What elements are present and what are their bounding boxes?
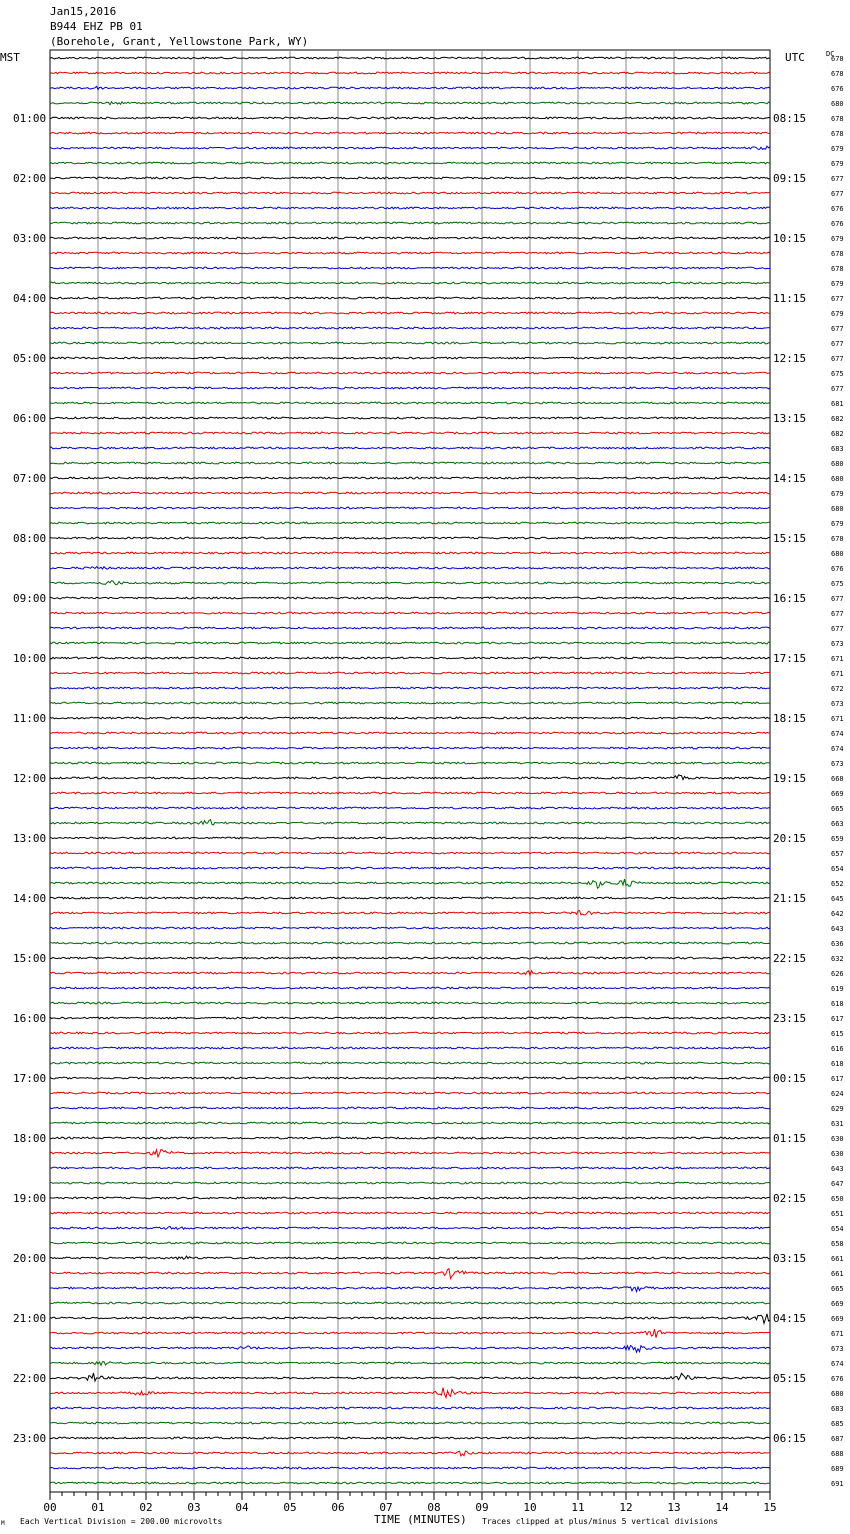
dc-offset-label: 678 <box>831 535 844 543</box>
x-tick-label: 11 <box>571 1501 585 1514</box>
dc-offset-label: 678 <box>831 70 844 78</box>
trace-line <box>50 327 770 329</box>
mst-hour-label: 09:00 <box>13 592 47 605</box>
dc-offset-label: 615 <box>831 1030 844 1038</box>
corner-mark: M <box>1 1520 5 1527</box>
trace-line <box>50 911 770 915</box>
trace-line <box>50 1482 770 1484</box>
dc-offset-label: 679 <box>831 160 844 168</box>
x-axis-title: TIME (MINUTES) <box>374 1513 467 1526</box>
trace-line <box>50 432 770 434</box>
mst-hour-label: 11:00 <box>13 712 47 725</box>
dc-offset-label: 643 <box>831 925 844 933</box>
dc-offset-label: 669 <box>831 1315 844 1323</box>
trace-line <box>50 792 770 794</box>
dc-offset-label: 618 <box>831 1060 844 1068</box>
utc-hour-label: 04:15 <box>773 1312 807 1325</box>
dc-offset-label: 673 <box>831 640 844 648</box>
trace-line <box>50 807 770 809</box>
mst-hour-label: 18:00 <box>13 1132 47 1145</box>
trace-line <box>50 132 770 134</box>
dc-offset-label: 616 <box>831 1045 844 1053</box>
dc-offset-label: 674 <box>831 730 844 738</box>
dc-offset-label: 680 <box>831 550 844 558</box>
x-tick-label: 14 <box>715 1501 729 1514</box>
dc-offset-label: 624 <box>831 1090 844 1098</box>
utc-hour-label: 08:15 <box>773 112 807 125</box>
trace-line <box>50 372 770 374</box>
mst-hour-label: 02:00 <box>13 172 47 185</box>
dc-offset-label: 672 <box>831 685 844 693</box>
dc-offset-label: 673 <box>831 1345 844 1353</box>
trace-line <box>50 342 770 344</box>
utc-hour-label: 12:15 <box>773 352 807 365</box>
mst-hour-label: 01:00 <box>13 112 47 125</box>
dc-offset-label: 669 <box>831 1300 844 1308</box>
trace-line <box>50 402 770 404</box>
dc-offset-label: 617 <box>831 1015 844 1023</box>
dc-offset-label: 677 <box>831 340 844 348</box>
dc-offset-label: 677 <box>831 355 844 363</box>
trace-line <box>50 177 770 179</box>
dc-offset-label: 676 <box>831 220 844 228</box>
dc-offset-label: 658 <box>831 1240 844 1248</box>
x-tick-label: 13 <box>667 1501 681 1514</box>
dc-offset-label: 669 <box>831 790 844 798</box>
dc-offset-label: 617 <box>831 1075 844 1083</box>
dc-offset-label: 619 <box>831 985 844 993</box>
utc-hour-label: 19:15 <box>773 772 807 785</box>
trace-line <box>50 1242 770 1244</box>
utc-hour-label: 17:15 <box>773 652 807 665</box>
dc-offset-label: 679 <box>831 310 844 318</box>
trace-line <box>50 387 770 389</box>
trace-line <box>50 732 770 734</box>
trace-line <box>50 867 770 869</box>
dc-offset-label: 677 <box>831 190 844 198</box>
trace-line <box>50 775 770 780</box>
dc-offset-label: 630 <box>831 1150 844 1158</box>
mst-hour-label: 21:00 <box>13 1312 47 1325</box>
trace-line <box>50 567 770 570</box>
mst-hour-label: 03:00 <box>13 232 47 245</box>
dc-offset-label: 679 <box>831 280 844 288</box>
trace-line <box>50 627 770 629</box>
dc-offset-label: 685 <box>831 1420 844 1428</box>
trace-line <box>50 642 770 644</box>
trace-line <box>50 1197 770 1199</box>
dc-offset-label: 663 <box>831 820 844 828</box>
trace-line <box>50 747 770 749</box>
dc-offset-label: 618 <box>831 1000 844 1008</box>
dc-offset-label: 679 <box>831 145 844 153</box>
mst-hour-label: 13:00 <box>13 832 47 845</box>
plot-frame <box>50 50 770 1492</box>
dc-offset-label: 680 <box>831 505 844 513</box>
dc-offset-label: 676 <box>831 565 844 573</box>
trace-line <box>50 312 770 314</box>
trace-line <box>50 507 770 509</box>
trace-line <box>50 1017 770 1019</box>
trace-line <box>50 1137 770 1139</box>
trace-line <box>50 492 770 494</box>
trace-line <box>50 1107 770 1109</box>
trace-line <box>50 1077 770 1079</box>
mst-hour-label: 07:00 <box>13 472 47 485</box>
dc-offset-label: 678 <box>831 130 844 138</box>
trace-line <box>50 192 770 194</box>
trace-line <box>50 297 770 299</box>
utc-hour-label: 18:15 <box>773 712 807 725</box>
trace-line <box>50 237 770 239</box>
dc-offset-label: 671 <box>831 670 844 678</box>
trace-line <box>50 57 770 59</box>
trace-line <box>50 1437 770 1439</box>
trace-line <box>50 1122 770 1124</box>
dc-offset-label: 671 <box>831 715 844 723</box>
trace-line <box>50 879 770 888</box>
mst-hour-label: 17:00 <box>13 1072 47 1085</box>
dc-offset-label: 647 <box>831 1180 844 1188</box>
trace-line <box>50 1407 770 1409</box>
trace-line <box>50 146 770 149</box>
dc-offset-label: 679 <box>831 235 844 243</box>
dc-offset-label: 682 <box>831 430 844 438</box>
dc-offset-label: 665 <box>831 1285 844 1293</box>
utc-hour-label: 01:15 <box>773 1132 807 1145</box>
trace-line <box>50 597 770 599</box>
utc-hour-label: 11:15 <box>773 292 807 305</box>
x-tick-label: 07 <box>379 1501 393 1514</box>
trace-line <box>50 1329 770 1338</box>
trace-line <box>50 462 770 464</box>
dc-offset-label: 626 <box>831 970 844 978</box>
trace-line <box>50 162 770 164</box>
trace-line <box>50 1092 770 1094</box>
trace-line <box>50 522 770 524</box>
mst-hour-label: 04:00 <box>13 292 47 305</box>
trace-line <box>50 1150 770 1158</box>
utc-hour-label: 20:15 <box>773 832 807 845</box>
dc-offset-label: 659 <box>831 835 844 843</box>
x-tick-label: 03 <box>187 1501 201 1514</box>
trace-line <box>50 1212 770 1214</box>
dc-offset-label: 677 <box>831 325 844 333</box>
mst-hour-label: 15:00 <box>13 952 47 965</box>
trace-line <box>50 852 770 854</box>
dc-offset-label: 645 <box>831 895 844 903</box>
trace-line <box>50 1467 770 1469</box>
trace-line <box>50 942 770 944</box>
x-tick-label: 12 <box>619 1501 633 1514</box>
dc-offset-label: 677 <box>831 610 844 618</box>
trace-line <box>50 1269 770 1279</box>
trace-line <box>50 1226 770 1229</box>
trace-line <box>50 86 770 89</box>
dc-offset-label: 630 <box>831 1135 844 1143</box>
scale-note: Each Vertical Division = 200.00 microvolts <box>20 1517 223 1526</box>
mst-hour-label: 05:00 <box>13 352 47 365</box>
mst-hour-label: 10:00 <box>13 652 47 665</box>
dc-offset-label: 677 <box>831 175 844 183</box>
utc-hour-label: 00:15 <box>773 1072 807 1085</box>
x-tick-label: 06 <box>331 1501 345 1514</box>
trace-line <box>50 687 770 689</box>
station-location: (Borehole, Grant, Yellowstone Park, WY) <box>50 35 309 48</box>
trace-line <box>50 897 770 899</box>
dc-offset-label: 687 <box>831 1435 844 1443</box>
dc-offset-label: 682 <box>831 415 844 423</box>
dc-offset-label: 680 <box>831 475 844 483</box>
utc-hour-label: 09:15 <box>773 172 807 185</box>
trace-line <box>50 657 770 659</box>
dc-offset-label: 661 <box>831 1255 844 1263</box>
dc-offset-label: 674 <box>831 745 844 753</box>
utc-hour-label: 03:15 <box>773 1252 807 1265</box>
dc-offset-label: 661 <box>831 1270 844 1278</box>
x-tick-label: 05 <box>283 1501 297 1514</box>
dc-offset-label: 683 <box>831 445 844 453</box>
mst-hour-label: 12:00 <box>13 772 47 785</box>
dc-offset-label: 677 <box>831 295 844 303</box>
mst-hour-label: 19:00 <box>13 1192 47 1205</box>
trace-line <box>50 537 770 539</box>
dc-offset-label: 679 <box>831 490 844 498</box>
trace-line <box>50 1167 770 1169</box>
dc-offset-label: 680 <box>831 460 844 468</box>
dc-offset-label: 632 <box>831 955 844 963</box>
dc-offset-label: 680 <box>831 100 844 108</box>
mst-hour-label: 23:00 <box>13 1432 47 1445</box>
dc-offset-label: 673 <box>831 760 844 768</box>
trace-line <box>50 971 770 976</box>
mst-axis-label: MST <box>0 51 20 64</box>
trace-line <box>50 820 770 825</box>
trace-line <box>50 1002 770 1004</box>
clip-note: Traces clipped at plus/minus 5 vertical divisions <box>482 1517 719 1526</box>
utc-hour-label: 22:15 <box>773 952 807 965</box>
dc-offset-label: 654 <box>831 1225 844 1233</box>
trace-line <box>50 477 770 479</box>
dc-offset-label: 657 <box>831 850 844 858</box>
dc-offset-label: 689 <box>831 1465 844 1473</box>
utc-hour-label: 21:15 <box>773 892 807 905</box>
trace-line <box>50 702 770 704</box>
mst-hour-label: 14:00 <box>13 892 47 905</box>
dc-offset-label: 652 <box>831 880 844 888</box>
trace-line <box>50 1388 770 1398</box>
x-tick-label: 15 <box>763 1501 777 1514</box>
dc-offset-label: 681 <box>831 400 844 408</box>
trace-line <box>50 672 770 674</box>
dc-offset-label: 677 <box>831 595 844 603</box>
trace-line <box>50 957 770 959</box>
dc-offset-label: 676 <box>831 85 844 93</box>
trace-line <box>50 1047 770 1049</box>
dc-offset-label: 691 <box>831 1480 844 1488</box>
dc-offset-label: 683 <box>831 1405 844 1413</box>
trace-line <box>50 1302 770 1304</box>
trace-line <box>50 581 770 585</box>
trace-line <box>50 1287 770 1292</box>
dc-offset-label: 636 <box>831 940 844 948</box>
x-tick-label: 02 <box>139 1501 153 1514</box>
trace-line <box>50 117 770 119</box>
dc-offset-label: 650 <box>831 1195 844 1203</box>
trace-line <box>50 1182 770 1184</box>
dc-offset-label: 673 <box>831 700 844 708</box>
trace-line <box>50 1346 770 1353</box>
x-tick-label: 04 <box>235 1501 249 1514</box>
station-code: B944 EHZ PB 01 <box>50 20 143 33</box>
trace-line <box>50 417 770 419</box>
trace-line <box>50 987 770 989</box>
utc-hour-label: 14:15 <box>773 472 807 485</box>
trace-line <box>50 552 770 554</box>
dc-offset-label: 631 <box>831 1120 844 1128</box>
dc-offset-label: 651 <box>831 1210 844 1218</box>
dc-offset-label: 671 <box>831 655 844 663</box>
trace-line <box>50 717 770 719</box>
utc-hour-label: 23:15 <box>773 1012 807 1025</box>
dc-offset-label: 675 <box>831 580 844 588</box>
mst-hour-label: 08:00 <box>13 532 47 545</box>
trace-line <box>50 1422 770 1424</box>
dc-offset-label: 676 <box>831 1375 844 1383</box>
trace-line <box>50 612 770 614</box>
trace-line <box>50 267 770 269</box>
x-tick-label: 09 <box>475 1501 489 1514</box>
dc-offset-label: 668 <box>831 775 844 783</box>
dc-offset-label: 678 <box>831 55 844 63</box>
mst-hour-label: 20:00 <box>13 1252 47 1265</box>
trace-line <box>50 927 770 929</box>
x-tick-label: 10 <box>523 1501 537 1514</box>
trace-line <box>50 207 770 209</box>
dc-offset-label: 688 <box>831 1450 844 1458</box>
utc-hour-label: 02:15 <box>773 1192 807 1205</box>
mst-hour-label: 16:00 <box>13 1012 47 1025</box>
trace-line <box>50 762 770 764</box>
dc-offset-label: 677 <box>831 625 844 633</box>
dc-offset-label: 678 <box>831 265 844 273</box>
dc-offset-label: 674 <box>831 1360 844 1368</box>
utc-hour-label: 13:15 <box>773 412 807 425</box>
trace-line <box>50 252 770 254</box>
trace-line <box>50 1373 770 1381</box>
dc-column-label: DC <box>826 50 835 58</box>
dc-offset-label: 678 <box>831 250 844 258</box>
record-date: Jan15,2016 <box>50 5 117 18</box>
trace-line <box>50 357 770 359</box>
trace-line <box>50 72 770 74</box>
dc-offset-label: 642 <box>831 910 844 918</box>
utc-hour-label: 15:15 <box>773 532 807 545</box>
mst-hour-label: 06:00 <box>13 412 47 425</box>
trace-line <box>50 447 770 449</box>
dc-offset-label: 629 <box>831 1105 844 1113</box>
dc-offset-label: 677 <box>831 385 844 393</box>
x-tick-label: 01 <box>91 1501 105 1514</box>
dc-offset-label: 676 <box>831 205 844 213</box>
trace-line <box>50 222 770 224</box>
dc-offset-label: 671 <box>831 1330 844 1338</box>
trace-line <box>50 1451 770 1456</box>
trace-line <box>50 1362 770 1366</box>
dc-offset-label: 679 <box>831 520 844 528</box>
utc-hour-label: 16:15 <box>773 592 807 605</box>
dc-offset-label: 665 <box>831 805 844 813</box>
utc-axis-label: UTC <box>785 51 805 64</box>
trace-line <box>50 282 770 284</box>
dc-offset-label: 680 <box>831 1390 844 1398</box>
utc-hour-label: 06:15 <box>773 1432 807 1445</box>
dc-offset-label: 675 <box>831 370 844 378</box>
dc-offset-label: 643 <box>831 1165 844 1173</box>
utc-hour-label: 05:15 <box>773 1372 807 1385</box>
x-tick-label: 08 <box>427 1501 441 1514</box>
trace-line <box>50 1256 770 1259</box>
trace-line <box>50 1062 770 1064</box>
dc-offset-label: 678 <box>831 115 844 123</box>
trace-line <box>50 102 770 105</box>
trace-line <box>50 1314 770 1324</box>
dc-offset-label: 654 <box>831 865 844 873</box>
trace-line <box>50 837 770 839</box>
mst-hour-label: 22:00 <box>13 1372 47 1385</box>
x-tick-label: 00 <box>43 1501 57 1514</box>
utc-hour-label: 10:15 <box>773 232 807 245</box>
trace-line <box>50 1032 770 1034</box>
